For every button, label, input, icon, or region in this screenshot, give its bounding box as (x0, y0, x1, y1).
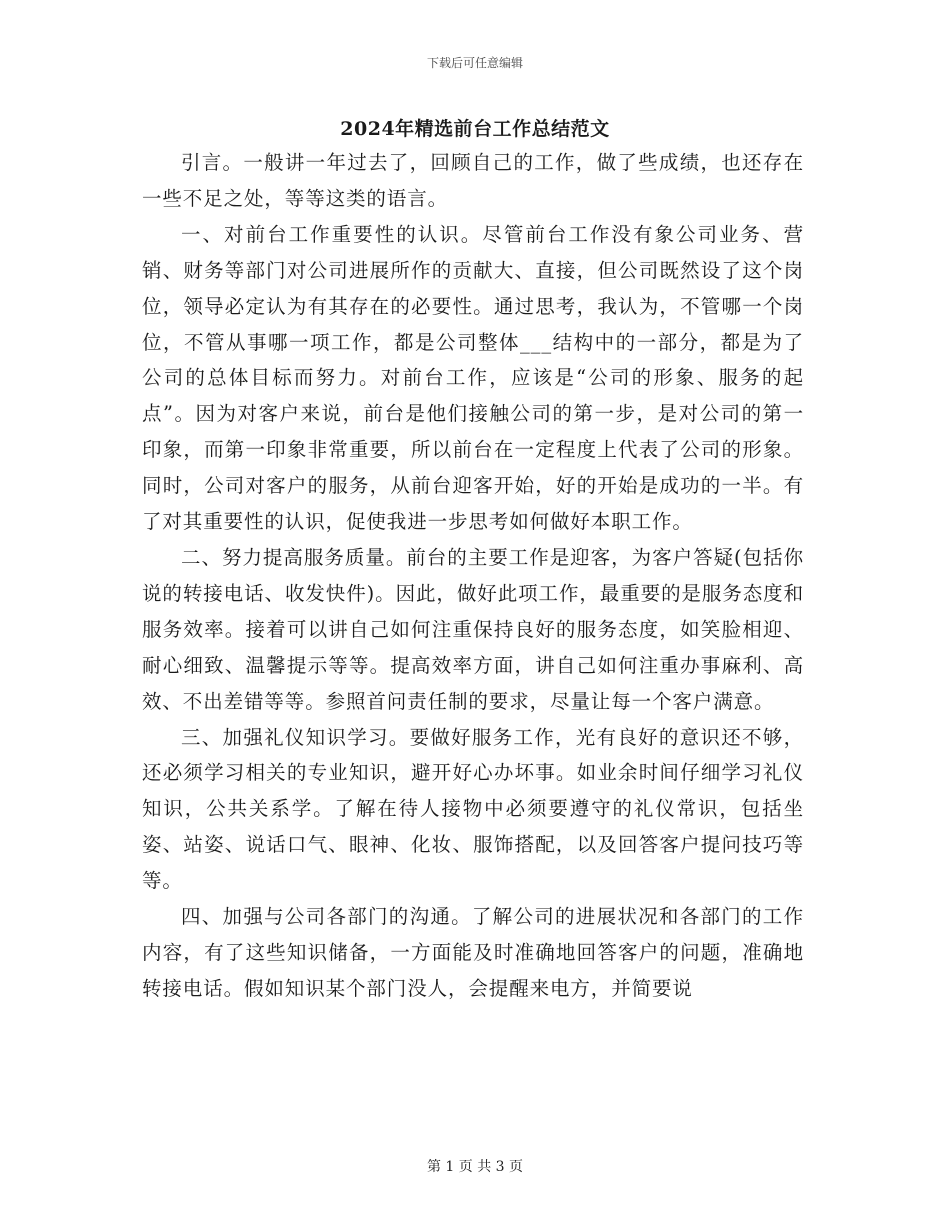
page-header-note: 下载后可任意编辑 (426, 56, 523, 70)
paragraph-introduction: 引言。一般讲一年过去了，回顾自己的工作，做了些成绩，也还存在一些不足之处，等等这类的语言。 (142, 151, 804, 210)
paragraph-section-1: 一、对前台工作重要性的认识。尽管前台工作没有象公司业务、营销、财务等部门对公司进展所作的贡献大、直接，但公司既然设了这个岗位，领导必定认为有其存在的必要性。通过思考，我认为，不管哪一个岗位，不管从事哪一项工作，都是公司整体___结构中的一部分，都是为了公司的总体目标而努力。对前台工作，应该是“公司的形象、服务的起点”。因为对客户来说，前台是他们接触公司的第一步，是对公司的第一印象，而第一印象非常重要，所以前台在一定程度上代表了公司的形象。同时，公司对客户的服务，从前台迎客开始，好的开始是成功的一半。有了对其重要性的认识，促使我进一步思考如何做好本职工作。 (142, 222, 804, 534)
paragraph-section-3: 三、加强礼仪知识学习。要做好服务工作，光有良好的意识还不够，还必须学习相关的专业知识，避开好心办坏事。如业余时间仔细学习礼仪知识，公共关系学。了解在待人接物中必须要遵守的礼仪常识，包括坐姿、站姿、说话口气、眼神、化妆、服饰搭配，以及回答客户提问技巧等等。 (142, 725, 804, 893)
paragraph-section-4: 四、加强与公司各部门的沟通。了解公司的进展状况和各部门的工作内容，有了这些知识储备，一方面能及时准确地回答客户的问题，准确地转接电话。假如知识某个部门没人，会提醒来电方，并简要说 (142, 905, 804, 1000)
document-body (142, 145, 804, 1007)
page-number-footer: 第 1 页 共 3 页 (426, 1159, 524, 1175)
document-title: 2024年精选前台工作总结范文 (340, 118, 610, 140)
paragraph-section-2: 二、努力提高服务质量。前台的主要工作是迎客，为客户答疑(包括你说的转接电话、收发快件)。因此，做好此项工作，最重要的是服务态度和服务效率。接着可以讲自己如何注重保持良好的服务态度，如笑脸相迎、耐心细致、温馨提示等等。提高效率方面，讲自己如何注重办事麻利、高效、不出差错等等。参照首问责任制的要求，尽量让每一个客户满意。 (142, 545, 804, 713)
